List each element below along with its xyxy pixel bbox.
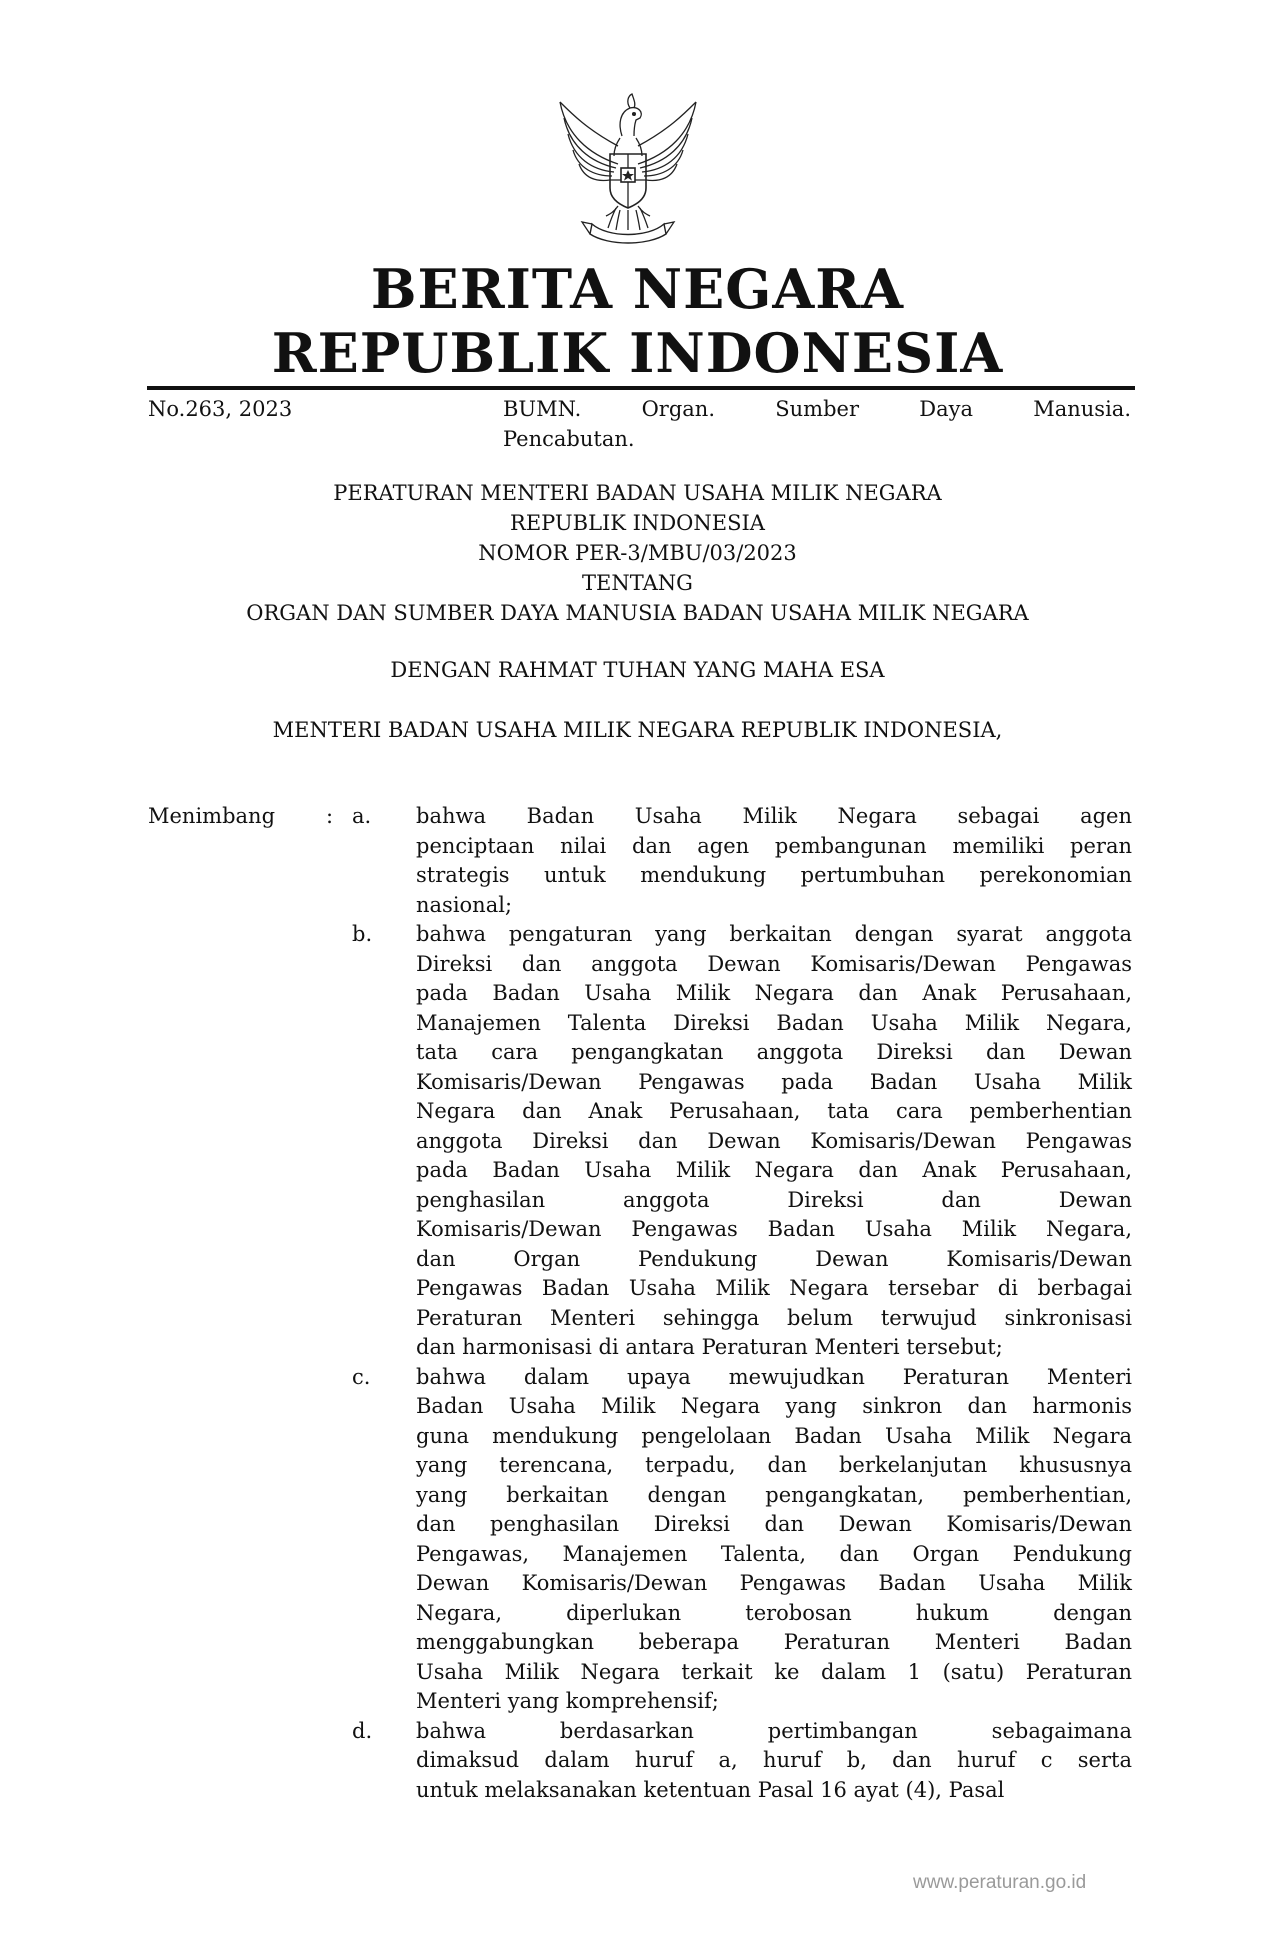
clause-line: dan harmonisasi di antara Peraturan Menteri tersebut; <box>416 1335 1003 1359</box>
clause-text <box>416 1717 1132 1806</box>
clause-item <box>352 1717 1132 1806</box>
clause-letter: a. <box>352 804 372 828</box>
invocation: DENGAN RAHMAT TUHAN YANG MAHA ESA <box>390 658 885 682</box>
clause-line: Badan Usaha Milik Negara yang sinkron dan harmonis <box>416 1394 1132 1418</box>
regulation-title-line2: REPUBLIK INDONESIA <box>510 511 765 535</box>
footer-url: www.peraturan.go.id <box>913 1872 1087 1893</box>
clause-line: bahwa pengaturan yang berkaitan dengan syarat anggota <box>416 922 1132 946</box>
clause-text <box>416 920 1132 1363</box>
clause-line: pada Badan Usaha Milik Negara dan Anak Perusahaan, <box>416 981 1132 1005</box>
clause-line: bahwa berdasarkan pertimbangan sebagaimana <box>416 1718 1132 1743</box>
clause-line: dimaksud dalam huruf a, huruf b, dan huruf c serta <box>416 1748 1132 1772</box>
clause-line: bahwa dalam upaya mewujudkan Peraturan Menteri <box>416 1364 1132 1389</box>
considering-clauses <box>352 802 1132 1805</box>
clause-letter: b. <box>352 922 373 946</box>
clause-item <box>352 920 1132 1363</box>
clause-text <box>416 802 1132 920</box>
masthead-title-line1: BERITA NEGARA <box>370 257 905 321</box>
clause-line: Peraturan Menteri sehingga belum terwujud sinkronisasi <box>416 1305 1132 1330</box>
clause-letter: d. <box>352 1718 373 1743</box>
clause-line: pada Badan Usaha Milik Negara dan Anak Perusahaan, <box>416 1158 1132 1182</box>
regulation-title <box>0 478 1275 628</box>
clause-line: guna mendukung pengelolaan Badan Usaha Milik Negara <box>416 1423 1132 1448</box>
clause-item <box>352 802 1132 920</box>
masthead-divider <box>147 386 1135 390</box>
clause-line: Pengawas Badan Usaha Milik Negara tersebar di berbagai <box>416 1276 1132 1300</box>
regulation-number: NOMOR PER-3/MBU/03/2023 <box>478 541 797 565</box>
clause-item <box>352 1363 1132 1717</box>
gazette-number: No.263, 2023 <box>148 397 293 421</box>
clause-line: dan penghasilan Direksi dan Dewan Komisaris/Dewan <box>416 1512 1132 1536</box>
clause-line: Komisaris/Dewan Pengawas Badan Usaha Milik Negara, <box>416 1217 1132 1241</box>
regulation-about: TENTANG <box>582 571 693 595</box>
clause-line: yang berkaitan dengan pengangkatan, pemberhentian, <box>416 1482 1132 1507</box>
clause-line: yang terencana, terpadu, dan berkelanjutan khususnya <box>416 1453 1132 1477</box>
regulation-subject: ORGAN DAN SUMBER DAYA MANUSIA BADAN USAHA MILIK NEGARA <box>246 601 1029 625</box>
clause-line: penghasilan anggota Direksi dan Dewan <box>416 1187 1132 1212</box>
regulation-title-line1: PERATURAN MENTERI BADAN USAHA MILIK NEGARA <box>333 481 942 505</box>
clause-text <box>416 1363 1132 1717</box>
clause-line: untuk melaksanakan ketentuan Pasal 16 ayat (4), Pasal <box>416 1777 1005 1802</box>
clause-letter: c. <box>352 1364 371 1389</box>
clause-line: Usaha Milik Negara terkait ke dalam 1 (satu) Peraturan <box>416 1659 1132 1684</box>
clause-line: dan Organ Pendukung Dewan Komisaris/Dewan <box>416 1246 1132 1271</box>
considering-label: Menimbang <box>148 804 276 828</box>
clause-line: penciptaan nilai dan agen pembangunan memiliki peran <box>416 833 1132 858</box>
clause-line: nasional; <box>416 892 513 917</box>
minister-line: MENTERI BADAN USAHA MILIK NEGARA REPUBLIK INDONESIA, <box>272 718 1003 742</box>
clause-line: Komisaris/Dewan Pengawas pada Badan Usaha Milik <box>416 1069 1132 1094</box>
clause-line: bahwa Badan Usaha Milik Negara sebagai agen <box>416 804 1132 828</box>
clause-line: Dewan Komisaris/Dewan Pengawas Badan Usaha Milik <box>416 1571 1132 1595</box>
masthead-title-line2: REPUBLIK INDONESIA <box>271 321 1004 385</box>
clause-line: tata cara pengangkatan anggota Direksi dan Dewan <box>416 1040 1132 1064</box>
clause-line: Negara, diperlukan terobosan hukum dengan <box>416 1600 1132 1625</box>
clause-line: Negara dan Anak Perusahaan, tata cara pemberhentian <box>416 1099 1132 1123</box>
gazette-subject-line2: Pencabutan. <box>503 427 635 451</box>
garuda-emblem <box>548 84 708 244</box>
gazette-subject <box>503 394 1131 454</box>
considering-colon: : <box>326 804 334 828</box>
clause-line: menggabungkan beberapa Peraturan Menteri Badan <box>416 1630 1132 1654</box>
clause-line: Menteri yang komprehensif; <box>416 1689 719 1713</box>
clause-line: anggota Direksi dan Dewan Komisaris/Dewan Pengawas <box>416 1128 1132 1153</box>
gazette-subject-line1: BUMN. Organ. Sumber Daya Manusia. <box>503 397 1131 421</box>
clause-line: strategis untuk mendukung pertumbuhan perekonomian <box>416 863 1132 887</box>
clause-line: Pengawas, Manajemen Talenta, dan Organ Pendukung <box>416 1541 1132 1566</box>
clause-line: Direksi dan anggota Dewan Komisaris/Dewan Pengawas <box>416 951 1132 976</box>
clause-line: Manajemen Talenta Direksi Badan Usaha Milik Negara, <box>416 1010 1132 1035</box>
